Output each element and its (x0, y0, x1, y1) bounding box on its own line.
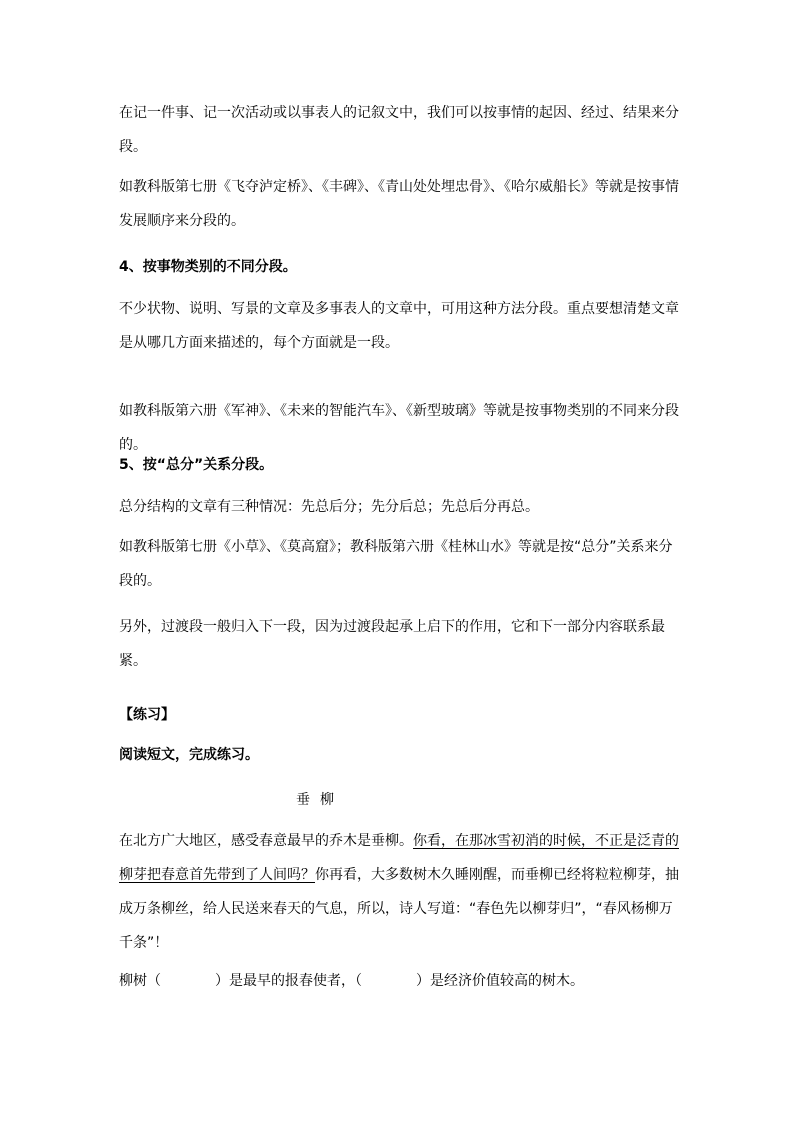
question-part-c: ）是经济价值较高的树木。 (416, 973, 584, 989)
passage-start: 在北方广大地区，感受春意最早的乔木是垂柳。 (119, 833, 413, 849)
question-fill-blank (119, 964, 679, 998)
passage-end: 你再看，大多数树木久睡刚醒，而垂柳已经将粒粒柳芽，抽成万条柳丝，给人民送来春天的气息，所以，诗人写道：“春色先以柳芽归”，“春风杨柳万千条”！ (119, 867, 679, 951)
passage-underlined-sentence: 你看，在那冰雪初消的时候，不正是泛青的柳芽把春意首先带到了人间吗？ (119, 833, 679, 883)
passage-title: 垂柳 (296, 792, 344, 808)
heading-total-sub-method: 5、按“总分”关系分段。 (119, 457, 274, 473)
paragraph-transition-note: 另外，过渡段一般归入下一段，因为过渡段起承上启下的作用，它和下一部分内容联系最紧。 (119, 619, 665, 669)
paragraph-sequence-intro: 在记一件事、记一次活动或以事表人的记叙文中，我们可以按事情的起因、经过、结果来分段。 (119, 105, 679, 155)
paragraph-total-sub-examples: 如教科版第七册《小草》、《莫高窟》；教科版第六册《桂林山水》等就是按“总分”关系来分段的。 (119, 539, 673, 589)
paragraph-category-intro: 不少状物、说明、写景的文章及多事表人的文章中，可用这种方法分段。重点要想清楚文章是从哪几方面来描述的，每个方面就是一段。 (119, 301, 679, 351)
exercise-label: 【练习】 (119, 707, 175, 723)
exercise-instruction: 阅读短文，完成练习。 (119, 747, 259, 763)
heading-category-method: 4、按事物类别的不同分段。 (119, 259, 297, 275)
paragraph-category-examples: 如教科版第六册《军神》、《未来的智能汽车》、《新型玻璃》等就是按事物类别的不同来分段的。 (119, 403, 679, 453)
paragraph-sequence-examples: 如教科版第七册《飞夺泸定桥》、《丰碑》、《青山处处埋忠骨》、《哈尔威船长》等就是按事情发展顺序来分段的。 (119, 179, 679, 229)
question-part-a: 柳树（ (119, 973, 161, 989)
paragraph-total-sub-types: 总分结构的文章有三种情况：先总后分；先分后总；先总后分再总。 (119, 499, 539, 515)
passage-paragraph (119, 824, 679, 960)
question-part-b: ）是最早的报春使者，（ (215, 973, 362, 989)
